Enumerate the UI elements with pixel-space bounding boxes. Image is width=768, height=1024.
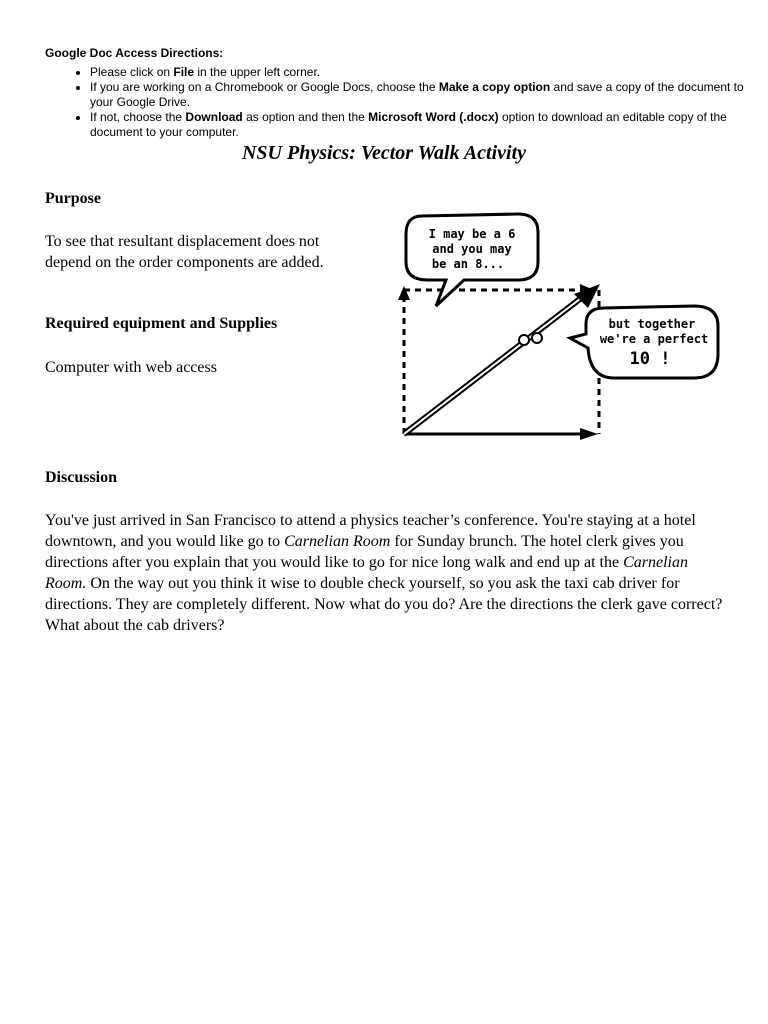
bold-term: Make a copy option: [438, 80, 551, 94]
direction-text: and save a copy of the document to your Google Drive.: [90, 80, 744, 109]
direction-text: in the upper left corner.: [194, 65, 321, 79]
right-bubble-line-2: we're a perfect: [599, 332, 709, 346]
bold-term: Microsoft Word (.docx): [368, 110, 499, 124]
place-name: Carnelian Room.: [45, 554, 688, 592]
vector-cartoon-illustration: [394, 208, 724, 448]
equipment-heading: Required equipment and Supplies: [45, 315, 278, 332]
direction-text: as option and then the: [242, 110, 369, 124]
discussion-run: On the way out you think it wise to double check yourself, so you ask the taxi cab driver for directions. They are completely different. Now what do you do? Are the directions the clerk gave correct? What about the cab drivers?: [45, 575, 723, 634]
access-direction-item: [90, 65, 750, 80]
purpose-text: To see that resultant displacement does not depend on the order components are added.: [45, 233, 324, 271]
access-directions-list: [68, 65, 750, 140]
left-bubble-line-2: and you may: [432, 242, 512, 256]
direction-text: If you are working on a Chromebook or Google Docs, choose the: [90, 80, 439, 94]
access-directions-heading: Google Doc Access Directions:: [45, 46, 224, 60]
discussion-run: You've just arrived in San Francisco to attend a physics teacher’s conference. You're staying at a hotel downtown, and you would like go to: [45, 512, 696, 550]
access-direction-item: [90, 110, 750, 140]
purpose-heading: Purpose: [45, 190, 101, 207]
discussion-run: for Sunday brunch. The hotel clerk gives you directions after you explain that you would like to go for nice long walk and end up at the: [45, 533, 684, 571]
bold-term: File: [173, 65, 195, 79]
right-bubble-line-3: 10 !: [629, 349, 671, 369]
vertical-arrowhead-icon: [398, 286, 410, 300]
left-bubble-line-1: I may be a 6: [428, 227, 516, 241]
discussion-text: [45, 510, 725, 636]
access-direction-item: [90, 80, 750, 110]
direction-text: option to download an editable copy of the document to your computer.: [90, 110, 727, 139]
equipment-text: Computer with web access: [45, 359, 217, 376]
document-title: NSU Physics: Vector Walk Activity: [241, 142, 527, 164]
direction-text: If not, choose the: [90, 110, 186, 124]
place-name: Carnelian Room: [284, 533, 391, 550]
left-bubble-line-3: be an 8...: [431, 257, 505, 271]
bold-term: Download: [185, 110, 243, 124]
eye-icon: [519, 335, 529, 345]
horizontal-arrowhead-icon: [580, 428, 598, 440]
eye-icon: [532, 333, 542, 343]
right-bubble-line-1: but together: [608, 317, 696, 331]
direction-text: Please click on: [90, 65, 174, 79]
discussion-heading: Discussion: [45, 469, 118, 486]
